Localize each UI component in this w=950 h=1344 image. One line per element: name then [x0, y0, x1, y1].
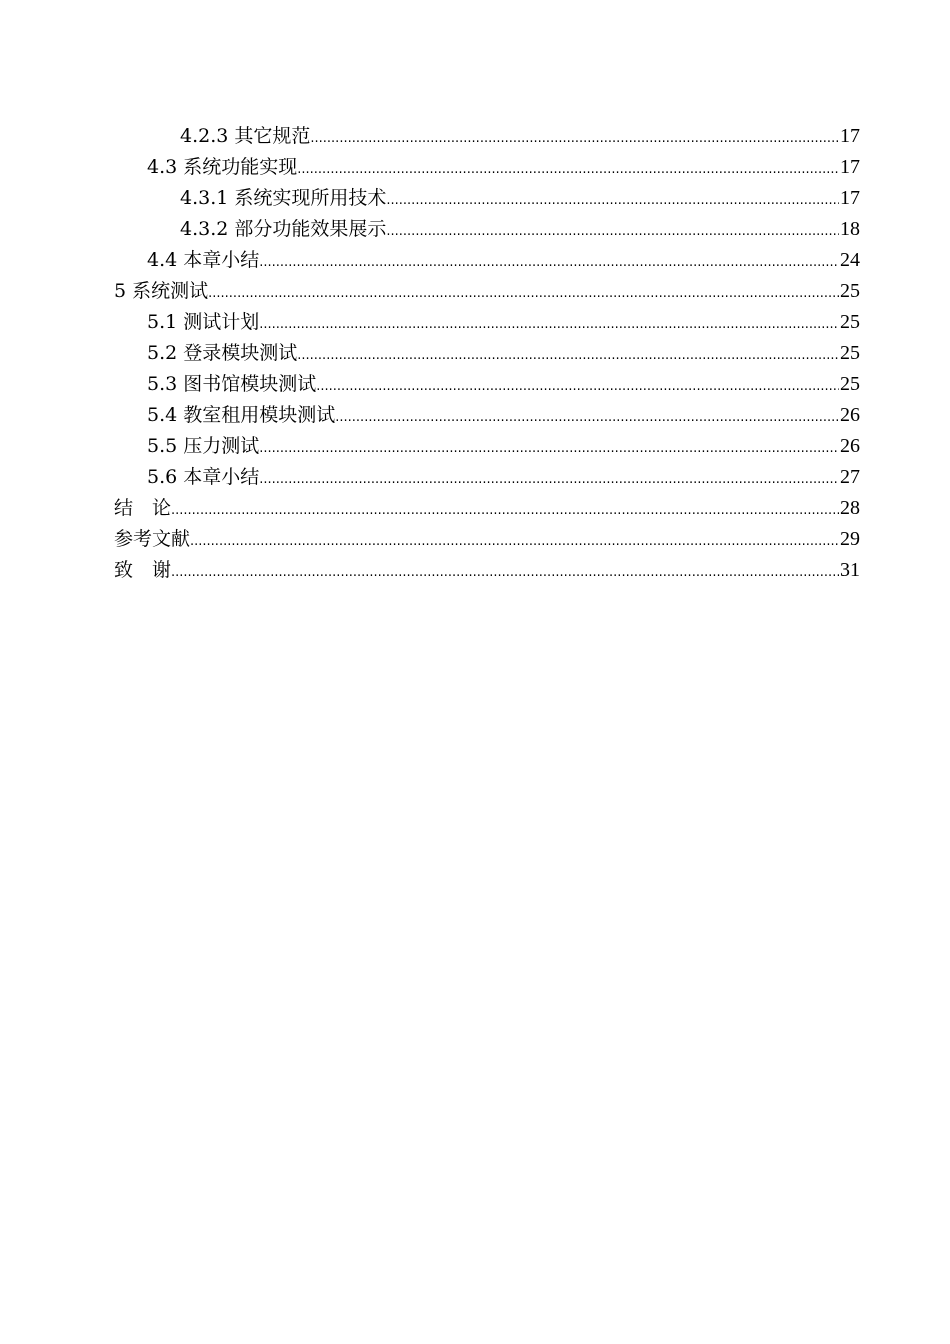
toc-page-number: 24	[840, 249, 860, 271]
toc-entry-title: 4.4 本章小结	[147, 249, 260, 271]
toc-page-number: 29	[840, 528, 860, 550]
toc-leader-dots	[259, 433, 839, 464]
toc-leader-dots	[259, 309, 839, 340]
toc-entry-title: 4.3.2 部分功能效果展示	[180, 218, 387, 240]
toc-page-number: 17	[840, 156, 860, 178]
toc-entry-acknowledgements[interactable]	[114, 555, 860, 586]
toc-entry-4-3[interactable]	[114, 152, 860, 183]
toc-leader-dots	[208, 278, 839, 309]
toc-page-number: 17	[840, 125, 860, 147]
toc-leader-dots	[297, 154, 839, 185]
toc-entry-title: 4.3.1 系统实现所用技术	[180, 187, 387, 209]
toc-page-number: 17	[840, 187, 860, 209]
toc-entry-5-5[interactable]	[114, 431, 860, 462]
toc-entry-title: 5.6 本章小结	[147, 466, 260, 488]
toc-entry-references[interactable]	[114, 524, 860, 555]
toc-entry-title: 5.4 教室租用模块测试	[147, 404, 336, 426]
toc-entry-conclusion[interactable]	[114, 493, 860, 524]
toc-page-number: 27	[840, 466, 860, 488]
toc-leader-dots	[297, 340, 839, 371]
toc-entry-5-3[interactable]	[114, 369, 860, 400]
toc-page-number: 28	[840, 497, 860, 519]
toc-entry-5-4[interactable]	[114, 400, 860, 431]
toc-page-number: 25	[840, 342, 860, 364]
toc-page-number: 25	[840, 311, 860, 333]
toc-page-number: 31	[840, 559, 860, 581]
toc-entry-title: 5.1 测试计划	[147, 311, 260, 333]
toc-entry-title: 5.2 登录模块测试	[147, 342, 298, 364]
toc-entry-4-2-3[interactable]	[114, 121, 860, 152]
toc-leader-dots	[171, 495, 839, 526]
toc-entry-5-6[interactable]	[114, 462, 860, 493]
toc-page-number: 26	[840, 404, 860, 426]
toc-page-number: 18	[840, 218, 860, 240]
toc-entry-4-3-1[interactable]	[114, 183, 860, 214]
toc-entry-title: 5.5 压力测试	[147, 435, 260, 457]
toc-leader-dots	[190, 526, 839, 557]
toc-leader-dots	[316, 371, 839, 402]
toc-entry-title: 4.3 系统功能实现	[147, 156, 298, 178]
toc-entry-title: 5 系统测试	[114, 280, 209, 302]
toc-entry-title: 结 论	[114, 497, 172, 519]
toc-leader-dots	[335, 402, 839, 433]
toc-leader-dots	[171, 557, 839, 588]
toc-entry-title: 4.2.3 其它规范	[180, 125, 311, 147]
table-of-contents	[114, 121, 860, 586]
toc-entry-title: 致 谢	[114, 559, 172, 581]
toc-leader-dots	[259, 464, 839, 495]
toc-entry-title: 参考文献	[114, 528, 191, 550]
toc-entry-title: 5.3 图书馆模块测试	[147, 373, 317, 395]
toc-leader-dots	[386, 185, 839, 216]
toc-leader-dots	[259, 247, 839, 278]
toc-entry-4-4[interactable]	[114, 245, 860, 276]
toc-page-number: 26	[840, 435, 860, 457]
toc-leader-dots	[386, 216, 839, 247]
toc-page-number: 25	[840, 373, 860, 395]
toc-entry-5[interactable]	[114, 276, 860, 307]
toc-page-number: 25	[840, 280, 860, 302]
toc-entry-4-3-2[interactable]	[114, 214, 860, 245]
toc-entry-5-2[interactable]	[114, 338, 860, 369]
toc-entry-5-1[interactable]	[114, 307, 860, 338]
toc-leader-dots	[310, 123, 839, 154]
